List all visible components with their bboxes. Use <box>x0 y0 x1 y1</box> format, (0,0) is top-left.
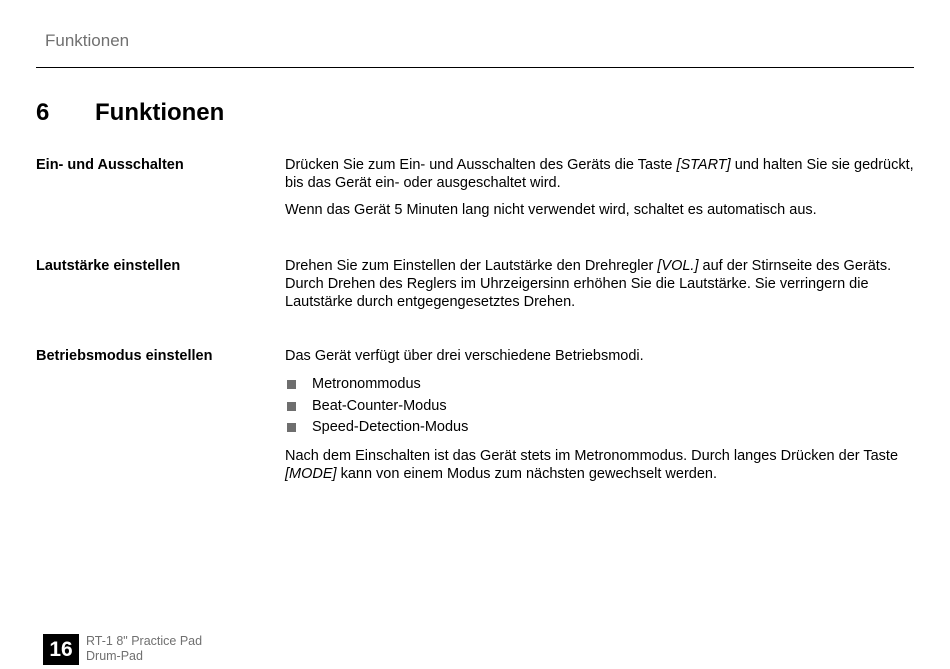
paragraph <box>285 447 914 483</box>
running-header: Funktionen <box>45 31 130 50</box>
chapter-title: Funktionen <box>95 99 225 126</box>
list-item <box>285 374 914 396</box>
list-item <box>285 417 914 439</box>
paragraph-text: und halten Sie sie gedrückt, bis das Gerät ein- oder ausgeschaltet wird. <box>285 157 914 191</box>
square-bullet-icon <box>287 423 296 432</box>
key-label-mode: [MODE] <box>285 465 337 482</box>
square-bullet-icon <box>287 402 296 411</box>
mode-list <box>285 374 914 439</box>
footer-product-line1: RT-1 8" Practice Pad <box>86 634 203 648</box>
paragraph-text: Drehen Sie zum Einstellen der Lautstärke den Drehregler <box>285 258 658 274</box>
paragraph <box>285 156 914 192</box>
chapter-heading <box>36 99 224 127</box>
footer-product <box>86 634 202 664</box>
paragraph-text: kann von einem Modus zum nächsten gewechselt werden. <box>336 465 717 482</box>
paragraph-text: Nach dem Einschalten ist das Gerät stets im Metronommodus. Durch langes Drücken der Taste <box>285 447 899 464</box>
section-body <box>285 257 914 320</box>
list-item <box>285 396 914 418</box>
list-item-label: Beat-Counter-Modus <box>312 397 447 414</box>
paragraph: Das Gerät verfügt über drei verschiedene Betriebsmodi. <box>285 348 644 364</box>
key-label-vol: [VOL.] <box>657 258 699 274</box>
section-body <box>285 347 914 492</box>
paragraph-text: Drücken Sie zum Ein- und Ausschalten des Geräts die Taste <box>285 157 677 173</box>
footer-product-line2: Drum-Pad <box>86 649 143 663</box>
page-number: 16 <box>43 634 79 665</box>
paragraph <box>285 257 914 311</box>
chapter-number: 6 <box>36 99 50 126</box>
paragraph-text: auf der Stirnseite des Geräts. Durch Drehen des Reglers im Uhrzeigersinn erhöhen Sie die Lautstärke. Sie verringern die Lautstärke durch entgegengesetztes Drehen. <box>285 258 892 310</box>
list-item-label: Metronommodus <box>312 376 421 392</box>
section-heading: Betriebsmodus einstellen <box>36 348 213 364</box>
header-rule <box>36 67 914 68</box>
section-heading: Ein- und Ausschalten <box>36 157 184 173</box>
key-label-start: [START] <box>676 157 731 173</box>
list-item-label: Speed-Detection-Modus <box>312 419 469 435</box>
paragraph: Wenn das Gerät 5 Minuten lang nicht verwendet wird, schaltet es automatisch aus. <box>285 202 817 218</box>
square-bullet-icon <box>287 380 296 389</box>
section-heading: Lautstärke einstellen <box>36 258 181 274</box>
section-body <box>285 156 914 228</box>
